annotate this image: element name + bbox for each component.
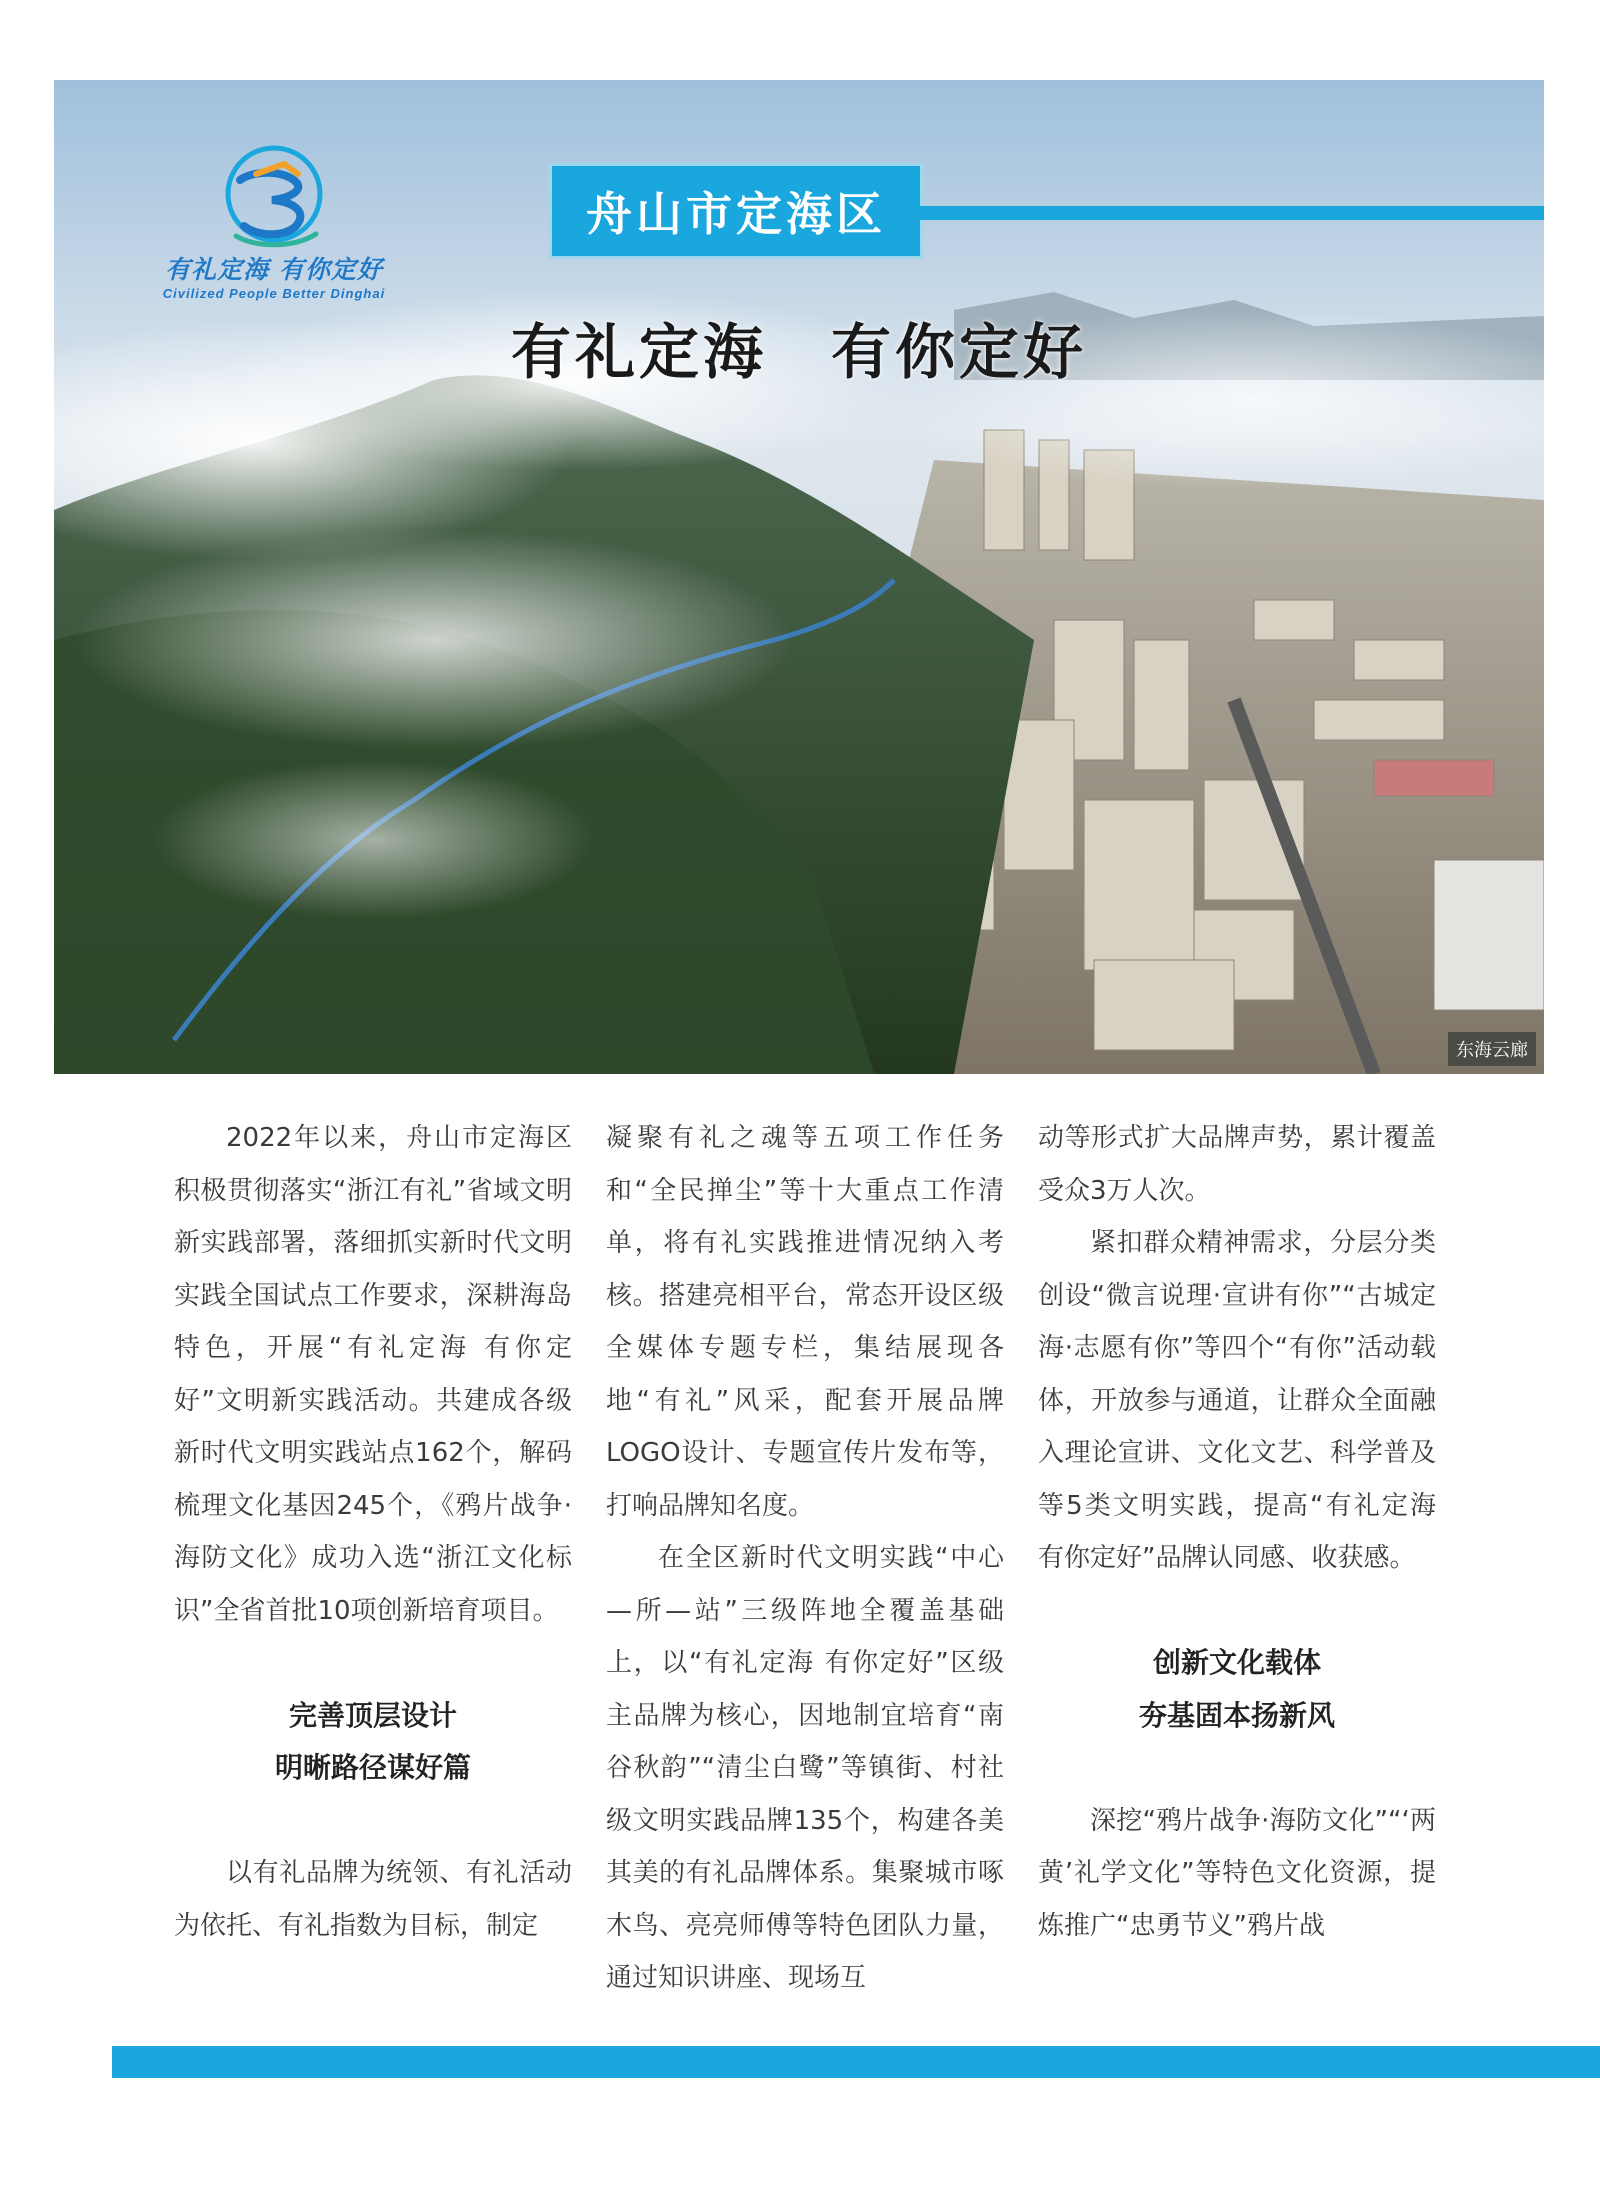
region-title: 舟山市定海区 (552, 166, 920, 256)
article-column-2 (606, 1112, 1004, 2005)
logo-text-en: Civilized People Better Dinghai (162, 286, 386, 301)
article-column-1 (174, 1112, 572, 1952)
logo-text-cn: 有礼定海 有你定好 (165, 255, 383, 284)
section-heading: 夯基固本扬新风 (1138, 1698, 1335, 1732)
section-heading: 明晰路径谋好篇 (274, 1751, 471, 1784)
slogan-headline: 有礼定海 有你定好 (511, 318, 1087, 388)
footer-accent-bar (112, 2046, 1600, 2078)
paragraph: 在全区新时代文明实践“中心—所—站”三级阵地全覆盖基础上，以“有礼定海 有你定好”区级主品牌为核心，因地制宜培育“南谷秋韵”“清尘白鹭”等镇街、村社级文明实践品牌135个，构建各美其美的有礼品牌体系。集聚城市啄木鸟、亮亮师傅等特色团队力量，通过知识讲座、现场互 (606, 1543, 1004, 1993)
paragraph: 动等形式扩大品牌声势，累计覆盖受众3万人次。 (1038, 1123, 1436, 1206)
paragraph: 2022年以来，舟山市定海区积极贯彻落实“浙江有礼”省域文明新实践部署，落细抓实新时代文明实践全国试点工作要求，深耕海岛特色，开展“有礼定海 有你定好”文明新实践活动。共建成各级新时代文明实践站点162个，解码梳理文化基因245个，《鸦片战争·海防文化》成功入选“浙江文化标识”全省首批10项创新培育项目。 (174, 1123, 572, 1626)
section-heading: 创新文化载体 (1152, 1646, 1321, 1679)
paragraph: 以有礼品牌为统领、有礼活动为依托、有礼指数为目标，制定 (174, 1858, 572, 1941)
paragraph: 紧扣群众精神需求，分层分类创设“微言说理·宣讲有你”“古城定海·志愿有你”等四个“有你”活动载体，开放参与通道，让群众全面融入理论宣讲、文化文艺、科学普及等5类文明实践，提高“有礼定海 有你定好”品牌认同感、收获感。 (1038, 1228, 1436, 1573)
hero-photo (54, 80, 1544, 1074)
paragraph: 深挖“鸦片战争·海防文化”“‘两黄’礼学文化”等特色文化资源，提炼推广“忠勇节义”鸦片战 (1038, 1805, 1436, 1941)
section-heading: 完善顶层设计 (288, 1698, 457, 1732)
title-accent-line (920, 206, 1544, 220)
paragraph: 凝聚有礼之魂等五项工作任务和“全民掸尘”等十大重点工作清单，将有礼实践推进情况纳入考核。搭建亮相平台，常态开设区级全媒体专题专栏，集结展现各地“有礼”风采，配套开展品牌LOGO设计、专题宣传片发布等，打响品牌知名度。 (606, 1123, 1004, 1521)
photo-caption: 东海云廊 (1448, 1032, 1536, 1066)
article-column-3 (1038, 1112, 1436, 1952)
